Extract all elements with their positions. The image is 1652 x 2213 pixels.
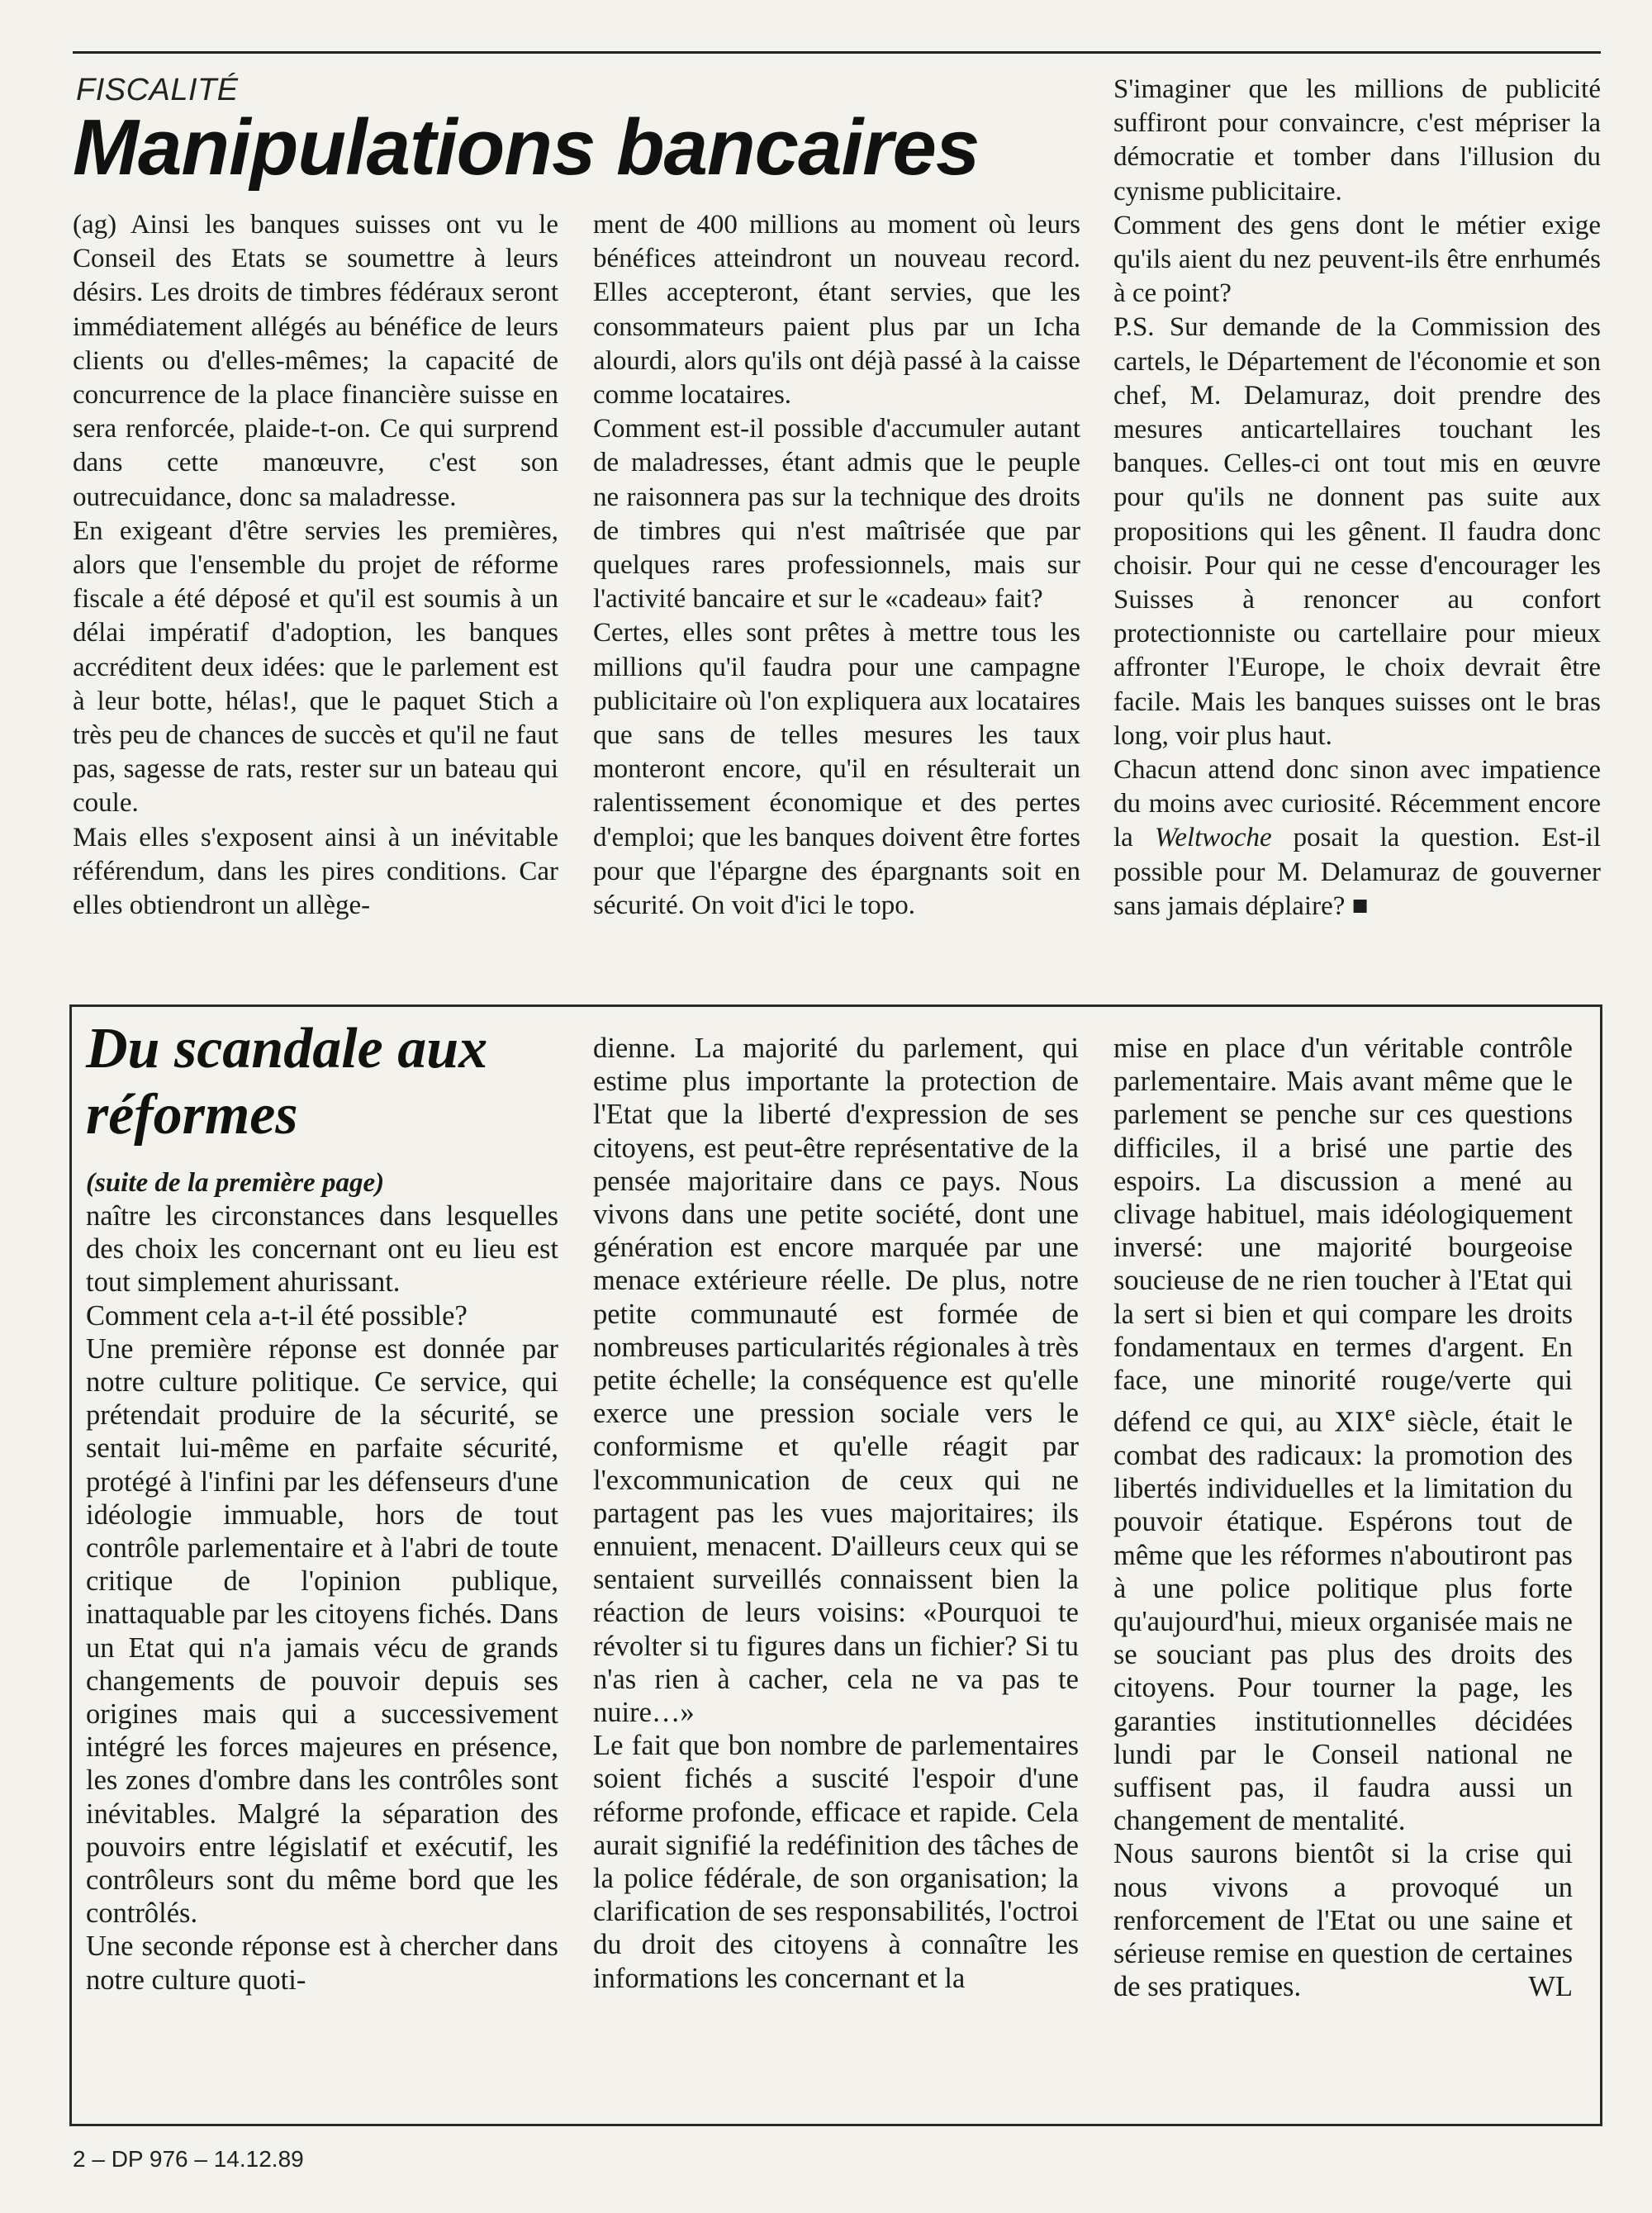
article-headline: Manipulations bancaires [73,103,980,192]
paragraph: Certes, elles sont prêtes à mettre tous les millions qu'il faudra pour une campagne publicitaire où l'on expliquera aux locataires que sans de telles mesures les taux monteront encore, qu'il en résulterait un ralentissement économique et des pertes d'emploi; que les banques doivent être fortes pour que l'épargne des épargnants soit en sécurité. On voit d'ici le topo. [593,618,1080,921]
paragraph: Comment cela a-t-il été possible? [86,1299,468,1332]
article2-subtitle: (suite de la première page) [86,1168,385,1198]
article1-column-2 [593,208,1080,923]
paragraph: Une première réponse est donnée par notre culture politique. Ce service, qui prétendait produire de la sécurité, se sentait lui-même en parfaite sécurité, protégé à l'infini par les défenseurs d'une idéologie immuable, hors de tout contrôle parlementaire et à l'abri de toute critique de l'opinion publique, inattaquable par les citoyens fichés. Dans un Etat qui n'a jamais vécu de grands changements de pouvoir depuis ses origines mais qui a successivement intégré les forces majeures en présence, les zones d'ombre dans les contrôles sont inévitables. Malgré la séparation des pouvoirs entre législatif et exécutif, les contrôleurs sont du même bord que les contrôlés. [86,1332,558,1930]
paragraph: S'imaginer que les millions de publicité suffiront pour convaincre, c'est mépriser la démocratie et tomber dans l'illusion du cynisme publicitaire. [1113,74,1601,207]
article2-title: Du scandale aux réformes [86,1017,488,1147]
article2-column-3 [1113,1032,1573,2003]
article2-column-2 [593,1032,1079,1995]
paragraph: P.S. Sur demande de la Commission des cartels, le Département de l'économie et son chef, M. Delamuraz, doit prendre des mesures anticartellaires touchant les banques. Celles-ci ont tout mis en œuvre pour qu'ils ne donnent pas suite aux propositions qui les gênent. Il faudra donc choisir. Pour qui ne cesse d'encourager les Suisses à renoncer au confort protectionniste ou cartellaire pour mieux affronter l'Europe, le choix devrait être facile. Mais les banques suisses ont le bras long, voir plus haut. [1113,312,1601,751]
paragraph [1113,1032,1573,1837]
publication-name: Weltwoche [1154,823,1272,853]
paragraph: Comment des gens dont le métier exige qu'ils aient du nez peuvent-ils être enrhumés à ce point? [1113,210,1601,309]
paragraph: En exigeant d'être servies les premières, alors que l'ensemble du projet de réforme fiscale a été déposé et qu'il est soumis à un délai impératif d'adoption, les banques accréditent deux idées: que le parlement est à leur botte, hélas!, que le paquet Stich a très peu de chances de succès et qu'il ne faut pas, sagesse de rats, rester sur un bateau qui coule. [73,515,558,819]
text-run: mise en place d'un véritable contrôle parlementaire. Mais avant même que le parlement se penche sur ces questions difficiles, il a brisé une partie des espoirs. La discussion a mené au clivage habituel, mais idéologiquement inversé: une majorité bourgeoise soucieuse de ne rien toucher à l'Etat qui la sert si bien et qui compare les droits fondamentaux en termes d'argent. En face, une minorité rouge/verte qui défend ce qui, au XIX [1113,1033,1573,1438]
paragraph: Mais elles s'exposent ainsi à un inévitable référendum, dans les pires conditions. Car elles obtiendront un allège- [73,822,558,921]
superscript: e [1384,1400,1396,1427]
text-run: Nous saurons bientôt si la crise qui nous vivons a provoqué un renforcement de l'Etat ou une saine et sérieuse remise en question de certaines de ses pratiques. [1113,1838,1573,2003]
paragraph: naître les circonstances dans lesquelles des choix les concernant ont eu lieu est tout simplement ahurissant. [86,1200,558,1299]
paragraph: Comment est-il possible d'accumuler autant de maladresses, étant admis que le peuple ne raisonnera pas sur la technique des droits de timbres qui n'est maîtrisée que par quelques rares professionnels, mais sur l'activité bancaire et sur le «cadeau» fait? [593,414,1080,615]
paragraph [1113,753,1601,924]
paragraph: dienne. La majorité du parlement, qui estime plus importante la protection de l'Etat que la liberté d'expression de ses citoyens, est peut-être représentative de la pensée majoritaire dans ce pays. Nous vivons dans une petite société, dont une génération est encore marquée par une menace extérieure réelle. De plus, notre petite communauté est formée de nombreuses particularités régionales à très petite échelle; la conséquence est qu'elle exerce une pression sociale vers le conformisme et qu'elle réagit par l'excommunication de ceux qui ne partagent pas les vues majoritaires; ils ennuient, menacent. D'ailleurs ceux qui se sentaient surveillés connaissent bien la réaction de leurs voisins: «Pourquoi te révolter si tu figures dans un fichier? Si tu n'as rien à cacher, cela ne va pas te nuire…» [593,1033,1079,1729]
text-run: posait la question. Est-il possible pour M. Delamuraz de gouverner sans jamais déplaire? ■ [1113,823,1601,921]
paragraph: (ag) Ainsi les banques suisses ont vu le Conseil des Etats se soumettre à leurs désirs. Les droits de timbres fédéraux seront immédiatement allégés au bénéfice de leurs clients ou d'elles-mêmes; la capacité de concurrence de la place financière suisse en sera renforcée, plaide-t-on. Ce qui surprend dans cette manœuvre, c'est son outrecuidance, donc sa maladresse. [73,210,558,512]
article2-column-1 [86,1199,558,1997]
top-rule [73,51,1601,54]
text-run: siècle, était le combat des radicaux: la promotion des libertés individuelles et la limitation du pouvoir étatique. Espérons tout de même que les réformes n'aboutiront pas à une police politique plus forte qu'aujourd'hui, mieux organisée mais ne se souciant pas plus des droits des citoyens. Pour tourner la page, les garanties institutionnelles décidées lundi par le Conseil national ne suffisent pas, il faudra aussi un changement de mentalité. [1113,1406,1573,1837]
article1-column-3 [1113,73,1601,924]
page-footer: 2 – DP 976 – 14.12.89 [73,2146,304,2172]
paragraph: Le fait que bon nombre de parlementaires soient fichés a suscité l'espoir d'une réforme profonde, efficace et rapide. Cela aurait signifié la redéfinition des tâches de la police fédérale, de son organisation; la clarification de ses responsabilités, l'octroi du droit des citoyens à connaître les informations les concernant et la [593,1730,1079,1994]
paragraph: Une seconde réponse est à chercher dans notre culture quoti- [86,1930,558,1996]
section-kicker: FISCALITÉ [76,73,239,107]
text-run: Chacun attend donc sinon avec impatience du moins avec curiosité. Récemment encore la [1113,755,1601,853]
paragraph: ment de 400 millions au moment où leurs bénéfices atteindront un nouveau record. Elles accepteront, étant servies, que les consommateurs paient plus par un Icha alourdi, alors qu'ils ont déjà passé à la caisse comme locataires. [593,210,1080,411]
article1-column-1 [73,208,558,923]
author-signature: WL [1528,1971,1573,2003]
paragraph [1113,1837,1573,2003]
